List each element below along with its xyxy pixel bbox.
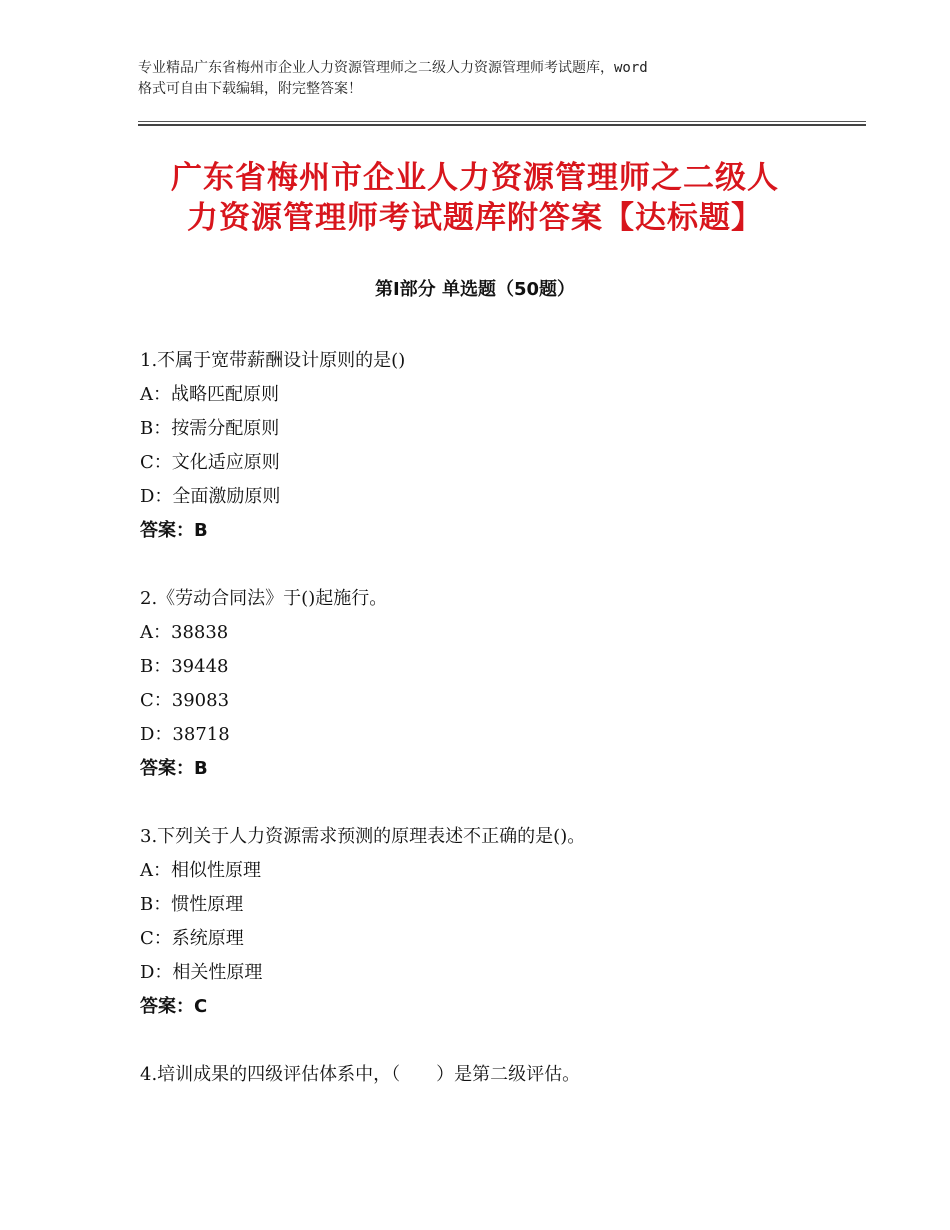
answer-label: 答案：B bbox=[140, 520, 208, 541]
option-b: B：39448 bbox=[140, 656, 229, 677]
option-a: A：相似性原理 bbox=[140, 860, 261, 881]
option-d: D：38718 bbox=[140, 724, 230, 745]
option-c: C：系统原理 bbox=[140, 928, 244, 949]
question-3 bbox=[140, 820, 860, 1024]
section-heading: 第Ⅰ部分 单选题（50题） bbox=[374, 279, 575, 300]
document-title bbox=[120, 158, 830, 238]
question-list bbox=[140, 344, 860, 1126]
option-a: A：38838 bbox=[140, 622, 229, 643]
document-title-line-2: 力资源管理师考试题库附答案【达标题】 bbox=[187, 200, 763, 236]
option-c: C：39083 bbox=[140, 690, 230, 711]
question-stem: 4.培训成果的四级评估体系中，（ ）是第二级评估。 bbox=[140, 1064, 581, 1085]
document-title-line-1: 广东省梅州市企业人力资源管理师之二级人 bbox=[171, 160, 779, 196]
header-note-line-2: 格式可自由下载编辑，附完整答案！ bbox=[138, 81, 362, 97]
question-2 bbox=[140, 582, 860, 786]
question-1 bbox=[140, 344, 860, 548]
option-d: D：相关性原理 bbox=[140, 962, 263, 983]
header-divider-thick bbox=[138, 124, 866, 126]
option-b: B：惯性原理 bbox=[140, 894, 244, 915]
header-note-line-1: 专业精品广东省梅州市企业人力资源管理师之二级人力资源管理师考试题库，word bbox=[138, 60, 648, 76]
option-d: D：全面激励原则 bbox=[140, 486, 281, 507]
question-4 bbox=[140, 1058, 860, 1092]
option-a: A：战略匹配原则 bbox=[140, 384, 279, 405]
answer-label: 答案：C bbox=[140, 996, 208, 1017]
header-note bbox=[138, 58, 838, 100]
question-stem: 3.下列关于人力资源需求预测的原理表述不正确的是()。 bbox=[140, 826, 586, 847]
option-c: C：文化适应原则 bbox=[140, 452, 280, 473]
option-b: B：按需分配原则 bbox=[140, 418, 280, 439]
question-stem: 2.《劳动合同法》于()起施行。 bbox=[140, 588, 388, 609]
answer-label: 答案：B bbox=[140, 758, 208, 779]
question-stem: 1.不属于宽带薪酬设计原则的是() bbox=[140, 350, 406, 371]
header-divider-thin bbox=[138, 121, 866, 122]
